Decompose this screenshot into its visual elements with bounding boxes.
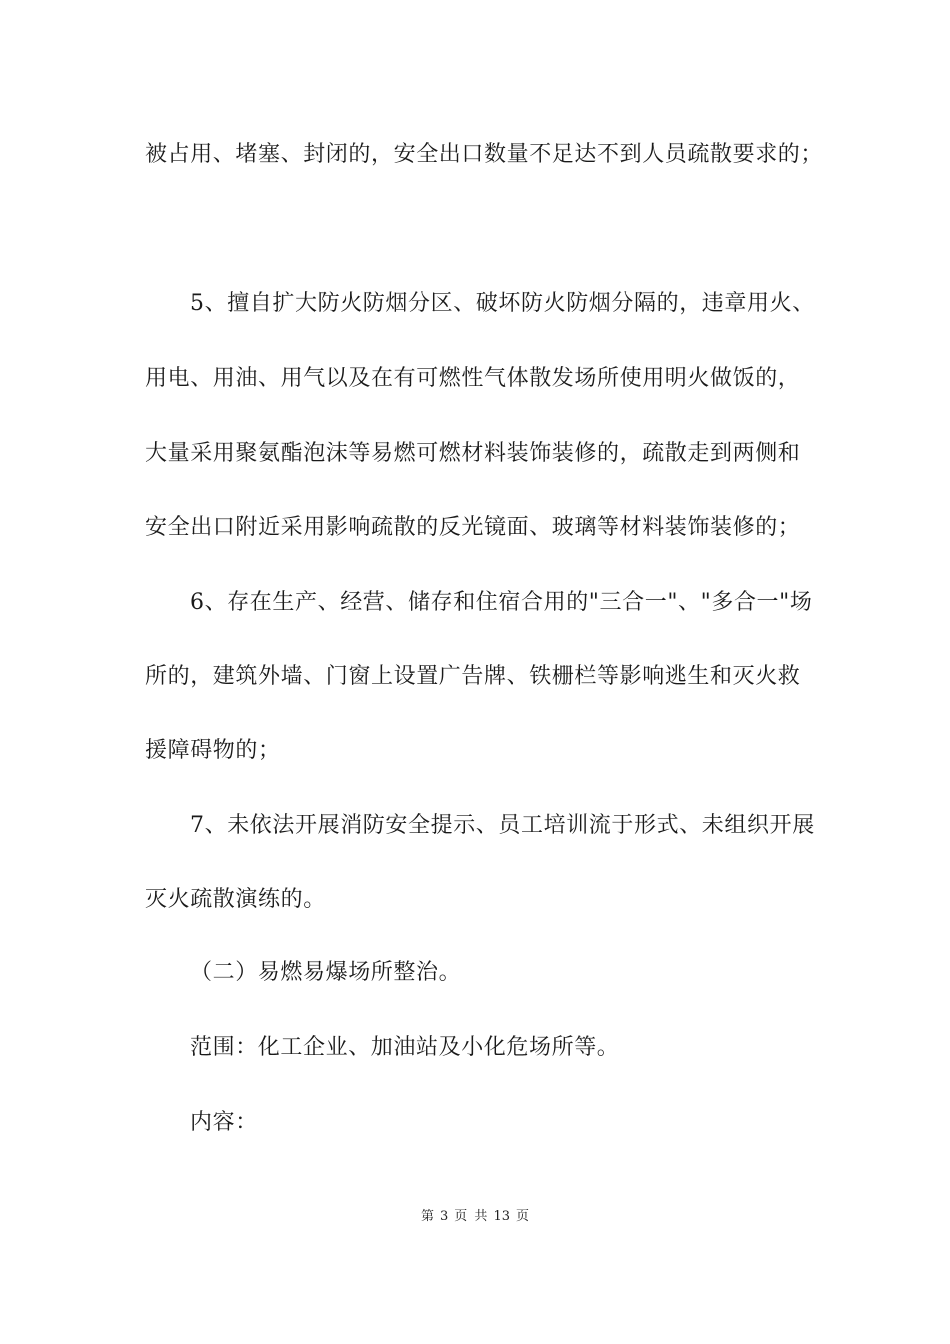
- section-heading: （二）易燃易爆场所整治。: [190, 960, 462, 985]
- text-line-7: 所的，建筑外墙、门窗上设置广告牌、铁栅栏等影响逃生和灭火救: [145, 664, 801, 689]
- text-line-2: 5、擅自扩大防火防烟分区、破坏防火防烟分隔的，违章用火、: [190, 291, 815, 316]
- text-line-content: 内容：: [190, 1110, 258, 1135]
- footer-middle: 页 共: [454, 1209, 488, 1224]
- text-line-4: 大量采用聚氨酯泡沫等易燃可燃材料装饰装修的，疏散走到两侧和: [145, 441, 801, 466]
- footer-current-page: 3: [440, 1209, 449, 1224]
- text-line-8: 援障碍物的；: [145, 738, 281, 763]
- page-footer: [0, 1208, 950, 1226]
- footer-suffix: 页: [515, 1209, 529, 1224]
- text-line-1: 被占用、堵塞、封闭的，安全出口数量不足达不到人员疏散要求的；: [145, 142, 824, 167]
- text-line-5: 安全出口附近采用影响疏散的反光镜面、玻璃等材料装饰装修的；: [145, 515, 801, 540]
- text-line-scope: 范围：化工企业、加油站及小化危场所等。: [190, 1035, 620, 1060]
- footer-prefix: 第: [421, 1209, 435, 1224]
- text-line-6: 6、存在生产、经营、储存和住宿合用的"三合一"、"多合一"场: [190, 590, 813, 615]
- text-line-3: 用电、用油、用气以及在有可燃性气体散发场所使用明火做饭的，: [145, 366, 801, 391]
- footer-total-pages: 13: [493, 1209, 510, 1224]
- text-line-10: 灭火疏散演练的。: [145, 887, 326, 912]
- text-line-9: 7、未依法开展消防安全提示、员工培训流于形式、未组织开展: [190, 813, 815, 838]
